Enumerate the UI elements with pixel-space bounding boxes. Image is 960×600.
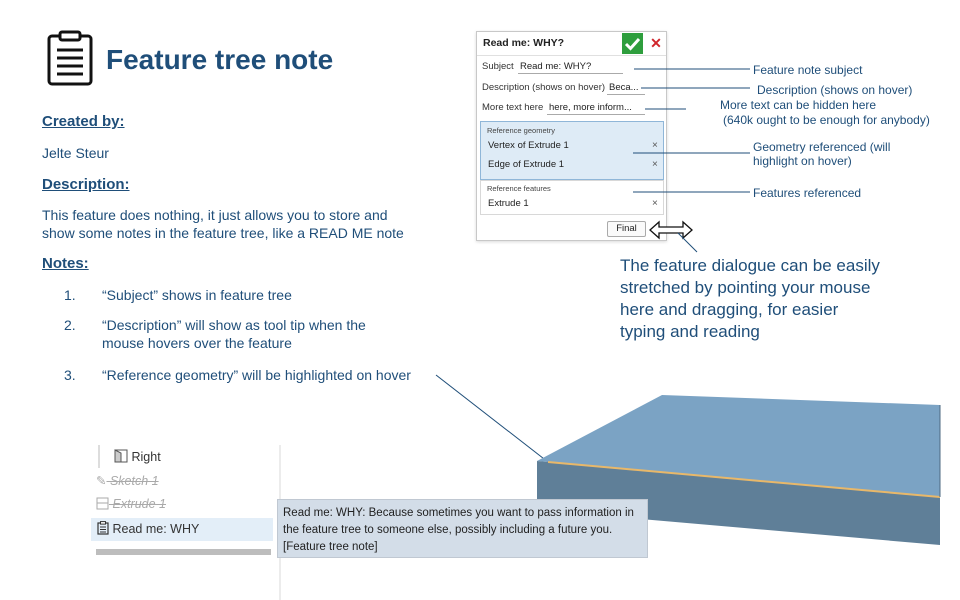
reference-geometry-label: Reference geometry — [487, 126, 555, 135]
subject-input[interactable]: Read me: WHY? — [518, 60, 623, 74]
more-text-input[interactable]: here, more inform... — [547, 101, 645, 115]
list-number: 3. — [64, 367, 76, 383]
description-input[interactable]: Beca... — [607, 81, 645, 95]
list-number: 2. — [64, 317, 76, 333]
final-button[interactable]: Final — [607, 221, 646, 237]
subject-label: Subject — [482, 61, 514, 72]
more-text-label: More text here — [482, 102, 544, 113]
feature-item[interactable]: Extrude 1 — [488, 198, 529, 209]
tree-item-sketch[interactable] — [96, 473, 159, 488]
pencil-icon: ✎ — [96, 474, 107, 488]
stretch-note: The feature dialogue can be easily stretched by pointing your mouse here and dragging, for easier typing and reading — [620, 256, 880, 341]
callout-features: Features referenced — [753, 186, 862, 200]
created-by-heading: Created by: — [42, 113, 125, 130]
list-item: “Reference geometry” will be highlighted on hover — [102, 367, 411, 383]
notepad-icon — [97, 521, 109, 535]
tree-item-label: Extrude 1 — [112, 497, 166, 511]
page-title: Feature tree note — [106, 44, 334, 75]
callout-more-text: More text can be hidden here — [720, 98, 877, 112]
feature-tree — [86, 440, 286, 600]
tree-scrollbar[interactable] — [96, 549, 271, 555]
geometry-item[interactable]: Edge of Extrude 1 — [488, 159, 565, 170]
list-item: “Description” will show as tool tip when the mouse hovers over the feature — [102, 317, 366, 351]
remove-icon[interactable]: × — [652, 140, 658, 151]
description-heading: Description: — [42, 176, 130, 193]
tree-item-label: Read me: WHY — [112, 522, 200, 536]
plane-icon — [114, 449, 128, 463]
close-icon: ✕ — [650, 35, 662, 51]
author-name: Jelte Steur — [42, 145, 109, 161]
callout-subject: Feature note subject — [753, 63, 863, 77]
callout-geometry-note: highlight on hover) — [753, 154, 852, 168]
dialog-title: Read me: WHY? — [483, 37, 565, 49]
callout-more-text-note: (640k ought to be enough for anybody) — [723, 113, 930, 127]
reference-features-label: Reference features — [487, 184, 551, 193]
tree-item-right[interactable] — [114, 449, 161, 464]
tree-item-read-me[interactable] — [91, 518, 273, 541]
extrude-icon — [96, 497, 109, 510]
notes-heading: Notes: — [42, 255, 89, 272]
description-label: Description (shows on hover) — [482, 82, 606, 93]
tree-item-extrude[interactable] — [96, 497, 166, 511]
remove-icon[interactable]: × — [652, 159, 658, 170]
list-number: 1. — [64, 287, 76, 303]
description-text: This feature does nothing, it just allows you to store and show some notes in the feature tree, like a READ ME note — [42, 207, 404, 241]
geometry-item[interactable]: Vertex of Extrude 1 — [488, 140, 569, 151]
tree-item-label: Sketch 1 — [109, 474, 159, 488]
list-item: “Subject” shows in feature tree — [102, 287, 292, 303]
callout-description: Description (shows on hover) — [757, 83, 913, 97]
remove-icon[interactable]: × — [652, 198, 658, 209]
hover-tooltip: Read me: WHY: Because sometimes you want to pass information in the feature tree to someone else, possibly including a future you. [Feature tree note] — [277, 499, 648, 558]
tree-item-label: Right — [131, 450, 161, 464]
callout-geometry: Geometry referenced (will — [753, 140, 891, 154]
